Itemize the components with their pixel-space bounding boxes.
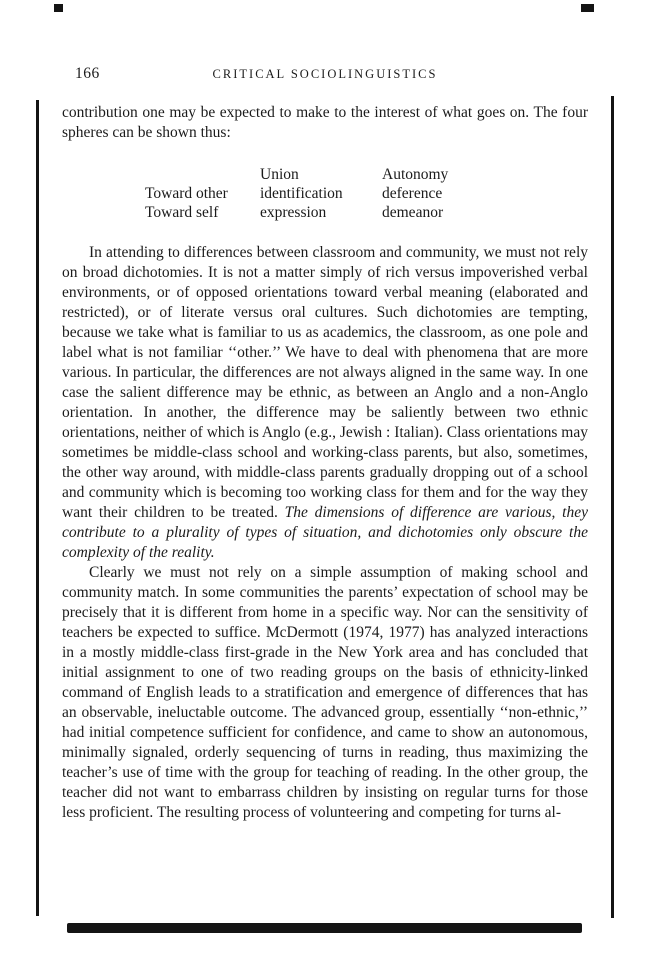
scan-artifact-left-edge [36, 100, 39, 916]
table-cell-deference: deference [382, 185, 443, 202]
main-text [62, 243, 588, 823]
paragraph-dichotomies [62, 243, 588, 563]
table-row [62, 184, 588, 203]
paragraph-mcdermott-text: Clearly we must not rely on a simple assumption of making school and community match. In some communities the parents’ expectation of school may be precisely that it is different from home in a specific way. Nor can the sensitivity of teachers be expected to suffice. McDermott (1974, 1977) has analyzed interactions in a mostly middle-class first-grade in the New York area and has concluded that initial assignment to one of two reading groups on the basis of ethnicity-linked command of English leads to a stratification and emergence of differences that has an observable, ineluctable outcome. The advanced group, essentially ‘‘non-ethnic,’’ had initial competence sufficient for confidence, and came to show an autonomous, minimally signaled, orderly sequencing of turns in reading, thus maximizing the teacher’s use of time with the group for teaching of reading. In the other group, the teacher did not want to embarrass children by insisting on regular turns for those less proficient. The resulting process of volunteering and competing for turns al- [62, 564, 588, 821]
paragraph-dichotomies-text: In attending to differences between classroom and community, we must not rely on broad dichotomies. It is not a matter simply of rich versus impoverished verbal environments, or of opposed orientations toward verbal meaning (elaborated and restricted), or of literate versus oral cultures. Such dichotomies are tempting, because we take what is familiar to us as academics, the classroom, as one pole and label what is not familiar ‘‘other.’’ We have to deal with phenomena that are more various. In particular, the differences are not always aligned in the same way. In one case the salient difference may be ethnic, as between an Anglo and a non-Anglo orientation. In another, the difference may be saliently between two ethnic orientations, neither of which is Anglo (e.g., Jewish : Italian). Class orientations may sometimes be middle-class school and working-class parents, but also, sometimes, the other way around, with middle-class parents gradually dropping out of a school and community which is becoming too working class for them and for the way they want their children to be treated. [62, 244, 588, 521]
page-header [62, 65, 588, 85]
table-row [62, 203, 588, 222]
running-head-title: CRITICAL SOCIOLINGUISTICS [212, 67, 438, 81]
table-cell-expression: expression [260, 204, 327, 221]
paragraph-dichotomies-italic-text: The dimensions of difference are various, they contribute to a plurality of types of situation, and dichotomies only obscure the complexity of the reality. [62, 504, 588, 561]
paragraph-continued-text: contribution one may be expected to make to the interest of what goes on. The four spheres can be shown thus: [62, 104, 588, 141]
table-cell-toward-other: Toward other [145, 185, 228, 202]
scan-artifact-top-right [581, 4, 594, 12]
paragraph-continued [62, 103, 588, 143]
table-cell-toward-self: Toward self [145, 204, 219, 221]
paragraph-mcdermott [62, 563, 588, 823]
scan-artifact-right-edge [611, 96, 614, 918]
table-cell-identification: identification [260, 185, 343, 202]
spheres-table [62, 165, 588, 222]
scan-artifact-bottom-edge [67, 923, 582, 933]
table-header-cell [62, 165, 260, 184]
table-cell-demeanor: demeanor [382, 204, 444, 221]
table-header-row [62, 165, 588, 184]
table-header-cell-union: Union [260, 166, 299, 183]
page-number: 166 [75, 65, 100, 82]
scan-artifact-top-left [54, 4, 63, 12]
table-header-cell-autonomy: Autonomy [382, 166, 449, 183]
